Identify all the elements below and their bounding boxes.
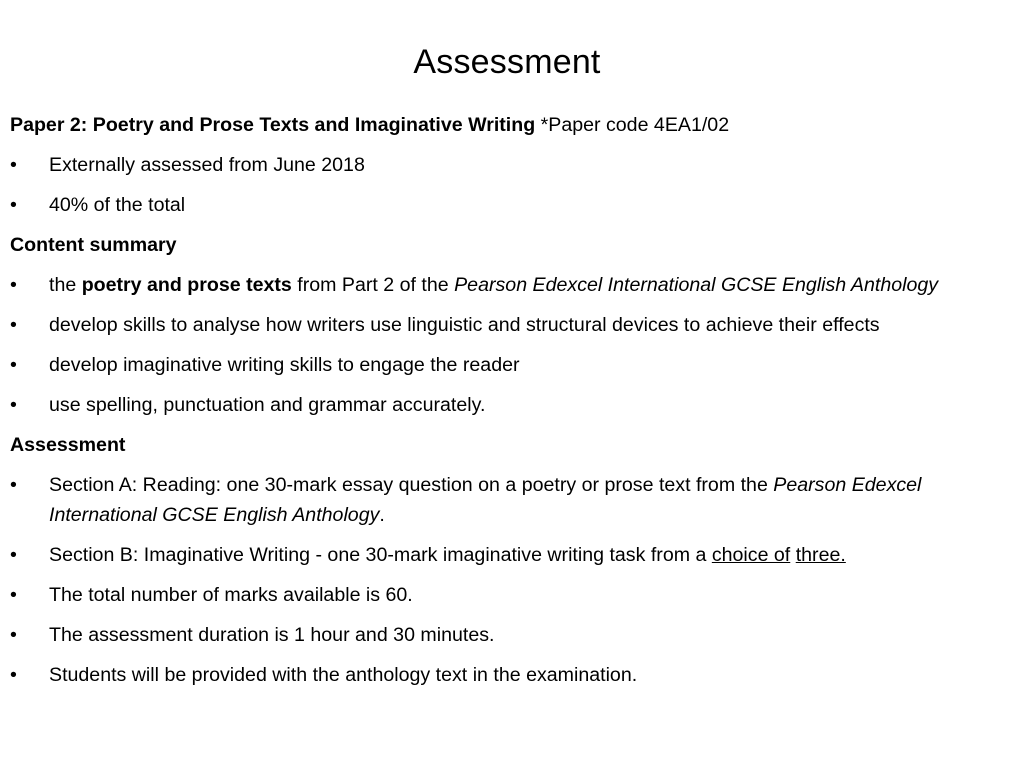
- bullet-icon: •: [10, 664, 17, 686]
- content-bullet: [10, 270, 1015, 300]
- anthology-title: Pearson Edexcel International GCSE English Anthology: [49, 474, 922, 526]
- content-bullet-text: develop imaginative writing skills to engage the reader: [49, 354, 520, 376]
- text-run: Section A: Reading: one 30-mark essay question on a poetry or prose text from the: [49, 474, 774, 496]
- content-bullet: [10, 350, 1015, 380]
- bullet-icon: •: [10, 474, 17, 496]
- assessment-bullet: [10, 660, 1015, 690]
- content-summary-heading-text: Content summary: [10, 234, 177, 256]
- slide-body: [10, 110, 1015, 700]
- assessment-bullet-text: The total number of marks available is 60.: [49, 584, 413, 606]
- bullet-icon: •: [10, 584, 17, 606]
- content-summary-heading: [10, 230, 1015, 260]
- content-bullet-text: [49, 274, 938, 296]
- paper-heading-bold: Paper 2: Poetry and Prose Texts and Imaginative Writing: [10, 114, 536, 136]
- assessment-heading-text: Assessment: [10, 434, 126, 456]
- content-bullet: [10, 310, 1015, 340]
- anthology-title: Pearson Edexcel International GCSE English Anthology: [454, 274, 939, 296]
- assessment-bullet-text: [49, 544, 846, 566]
- assessment-bullet-text: Students will be provided with the anthology text in the examination.: [49, 664, 638, 686]
- bullet-icon: •: [10, 544, 17, 566]
- text-run-bold: poetry and prose texts: [81, 274, 292, 296]
- assessment-bullet-text: [49, 474, 921, 526]
- bullet-icon: •: [10, 154, 17, 176]
- paper-bullet-text: Externally assessed from June 2018: [49, 154, 365, 176]
- paper-bullet: [10, 190, 1015, 220]
- paper-bullet: [10, 150, 1015, 180]
- slide-title: Assessment: [413, 43, 601, 81]
- assessment-bullet: [10, 540, 1015, 570]
- underlined-text: choice of: [711, 544, 791, 566]
- paper-code: *Paper code 4EA1/02: [535, 114, 730, 136]
- underlined-text: three.: [795, 544, 846, 566]
- assessment-bullet: [10, 470, 1015, 530]
- assessment-bullet: [10, 620, 1015, 650]
- assessment-bullet: [10, 580, 1015, 610]
- assessment-heading: [10, 430, 1015, 460]
- text-run: .: [379, 504, 385, 526]
- assessment-bullet-text: The assessment duration is 1 hour and 30 minutes.: [49, 624, 495, 646]
- content-bullet-text: develop skills to analyse how writers use linguistic and structural devices to achieve their effects: [49, 314, 880, 336]
- content-bullet: [10, 390, 1015, 420]
- bullet-icon: •: [10, 194, 17, 216]
- text-run: Section B: Imaginative Writing - one 30-mark imaginative writing task from a: [49, 544, 712, 566]
- bullet-icon: •: [10, 354, 17, 376]
- paper-heading: [10, 110, 1015, 140]
- bullet-icon: •: [10, 314, 17, 336]
- bullet-icon: •: [10, 624, 17, 646]
- bullet-icon: •: [10, 274, 17, 296]
- paper-bullet-text: 40% of the total: [49, 194, 186, 216]
- content-bullet-text: use spelling, punctuation and grammar accurately.: [49, 394, 486, 416]
- text-run: the: [49, 274, 82, 296]
- bullet-icon: •: [10, 394, 17, 416]
- text-run: from Part 2 of the: [291, 274, 455, 296]
